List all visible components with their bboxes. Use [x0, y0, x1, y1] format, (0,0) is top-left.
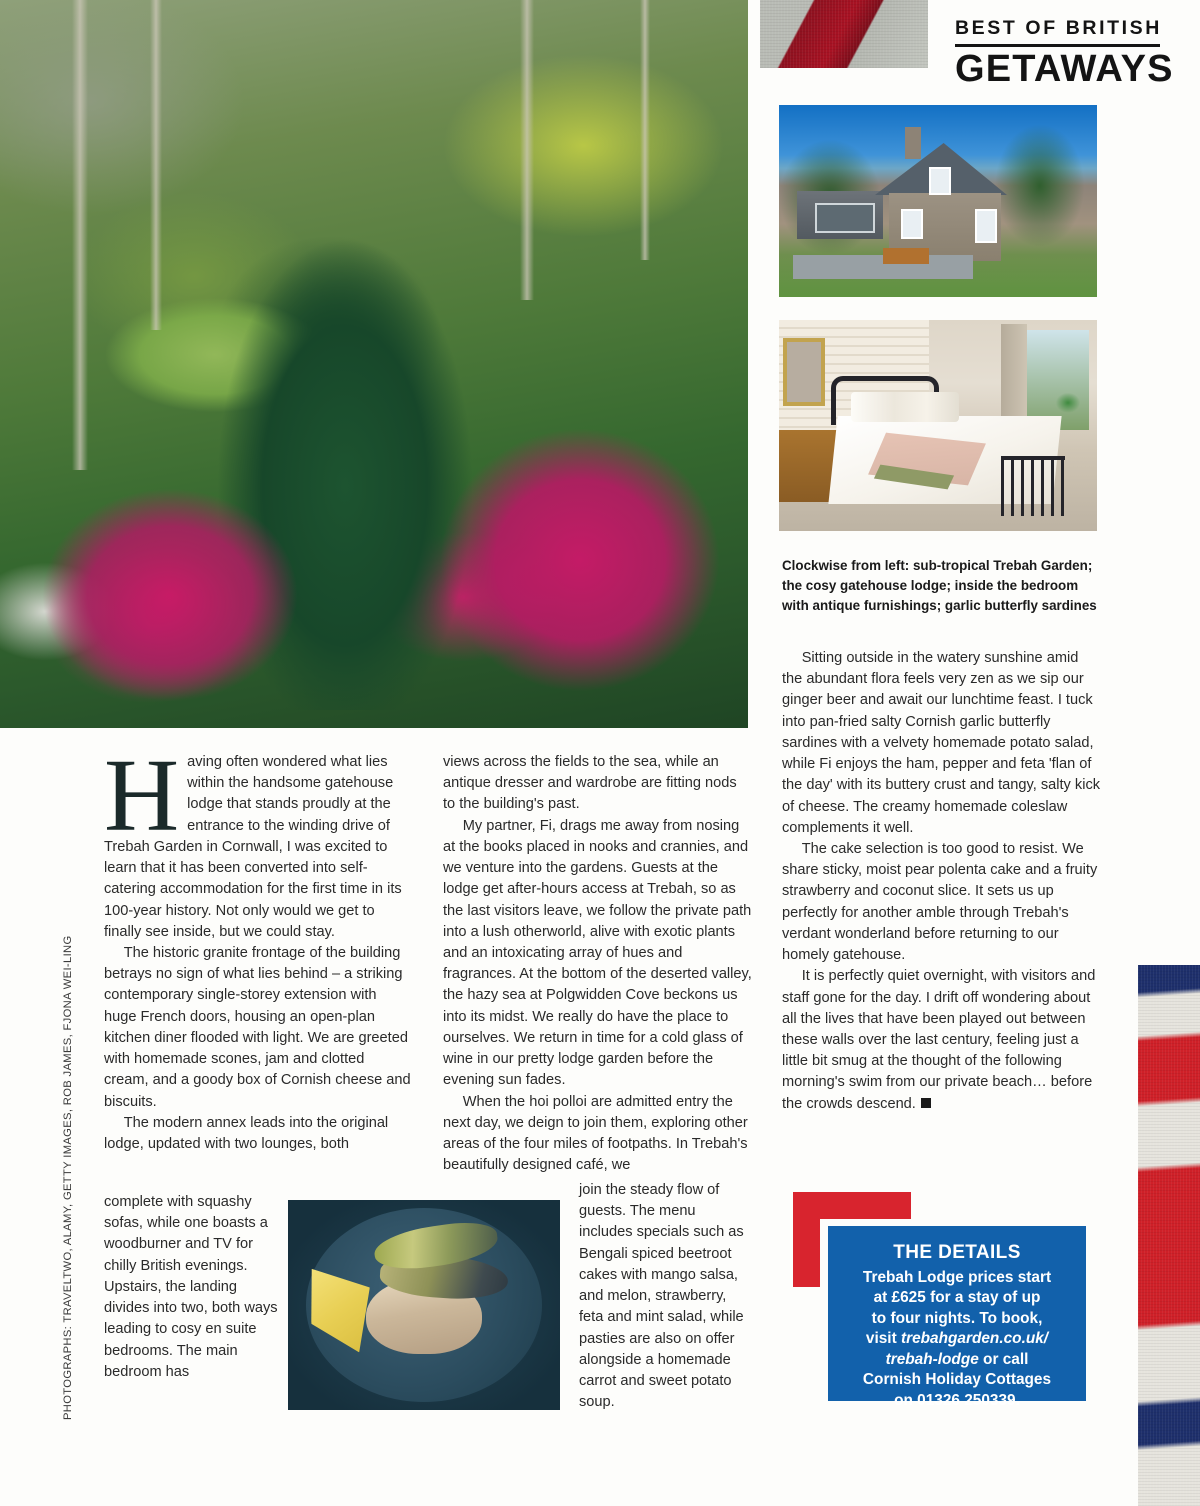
masthead-line-1: BEST OF BRITISH: [955, 17, 1162, 39]
details-line-1: Trebah Lodge prices start: [862, 1269, 1052, 1286]
bed-footboard: [1001, 456, 1065, 516]
col1-paragraph-2: The historic granite frontage of the building betrays no sign of what lies behind – a striking contemporary single-storey extension with huge French doors, housing an open-plan kitchen diner flooded with light. We are greeted with homemade scones, jam and clotted cream, and a goody box of Cornish cheese and biscuits.: [104, 944, 411, 1110]
drop-cap: H: [104, 738, 180, 853]
lodge-exterior-photo: [779, 105, 1097, 297]
tree-trunk: [72, 0, 88, 470]
garden-photo: [0, 0, 748, 728]
details-url-part-2[interactable]: trebah-lodge: [885, 1350, 979, 1368]
patio-table: [883, 248, 929, 264]
body-column-1: [104, 738, 412, 1155]
masthead: [955, 17, 1174, 91]
sardines-photo: [288, 1200, 560, 1410]
paragraph-with-dropcap: [104, 738, 412, 943]
tree-trunk: [520, 0, 534, 300]
body-column-2-narrow: [579, 1180, 753, 1413]
col1-paragraph-3-continued: complete with squashy sofas, while one boasts a woodburner and TV for chilly British evenings. Upstairs, the landing divides into two, both ways leading to cosy en suite bedrooms. The main bedroom has: [104, 1194, 278, 1380]
col3-paragraph-1: Sitting outside in the watery sunshine amid the abundant flora feels very zen as we sip our ginger beer and await our lunchtime feast. I tuck into pan-fried salty Cornish garlic butterfly sardines with a velvety homemade potato salad, while Fi enjoys the ham, pepper and feta 'flan of the day' with its buttery crust and tangy, salty kick of cheese. The creamy homemade coleslaw complements it well.: [782, 650, 1101, 836]
details-line-3: to four nights. To book,: [871, 1309, 1043, 1327]
lodge-window: [929, 167, 951, 195]
details-title: THE DETAILS: [893, 1242, 1021, 1263]
col3-paragraph-3: [782, 966, 1102, 1115]
details-line-6: Cornish Holiday Cottages: [862, 1371, 1052, 1389]
fabric-texture: [760, 0, 928, 68]
rhododendron-right: [410, 400, 748, 720]
details-line-4: [844, 1329, 1070, 1349]
lodge-window: [901, 209, 923, 239]
col1-paragraph-3: The modern annex leads into the original lodge, updated with two lounges, both: [104, 1114, 389, 1152]
photo-caption: Clockwise from left: sub-tropical Trebah Garden; the cosy gatehouse lodge; inside the bedroom with antique furnishings; garlic butterfly sardines: [782, 558, 1097, 613]
details-line-5: [844, 1350, 1070, 1370]
flag-fabric-side-photo: [1138, 965, 1200, 1506]
details-url-part-1[interactable]: trebahgarden.co.uk/: [900, 1330, 1049, 1348]
col3-paragraph-3-text: It is perfectly quiet overnight, with visitors and staff gone for the day. I drift off wondering about all the lives that have been played out between these walls over the last century, feeling just a little bit smug at the thought of the following morning's swim from our private beach… before the crowds descend.: [782, 968, 1096, 1112]
details-box: [828, 1226, 1086, 1409]
col2-paragraph-2: My partner, Fi, drags me away from nosing at the books placed in nooks and crannies, and we venture into the gardens. Guests at the lodge get after-hours access at Trebah, so as the last visitors leave, we follow the private path into a lush otherworld, alive with exotic plants and an intoxicating array of hues and fragrances. At the bottom of the deserted valley, the hazy sea at Polgwidden Cove beckons us into its midst. We really do have the place to ourselves. We return in time for a cold glass of wine in our pretty lodge garden before the evening sun fades.: [443, 817, 752, 1089]
col1-paragraph-1: aving often wondered what lies within the handsome gatehouse lodge that stands proudly at the entrance to the winding drive of Trebah Garden in Cornwall, I was excited to learn that it has been converted into self-catering accommodation for the first time in its 100-year history. Not only would we get to finally see inside, but we could stay.: [104, 754, 402, 940]
body-column-3: [782, 648, 1102, 1115]
col2-paragraph-3: When the hoi polloi are admitted entry the next day, we deign to join them, exploring other areas of the four miles of footpaths. In Trebah's beautifully designed café, we: [443, 1093, 748, 1174]
end-mark-icon: [921, 1098, 931, 1108]
photo-credit: PHOTOGRAPHS: TRAVELTWO, ALAMY, GETTY IMAGES, ROB JAMES, FJONA WEI-LING: [62, 935, 74, 1420]
bedroom-photo: [779, 320, 1097, 531]
lodge-chimney: [905, 127, 921, 159]
fabric-texture: [1138, 965, 1200, 1506]
gilt-mirror: [783, 338, 825, 406]
col2-paragraph-1: views across the fields to the sea, while an antique dresser and wardrobe are fitting nods to the building's past.: [443, 754, 737, 813]
body-column-1-narrow: [104, 1192, 279, 1383]
rhododendron-left: [20, 470, 320, 720]
details-visit-label: visit: [865, 1330, 901, 1348]
tree-trunk: [640, 0, 650, 260]
flag-fabric-top-photo: [760, 0, 928, 68]
details-body: [844, 1268, 1070, 1411]
details-orcall-label: or call: [978, 1350, 1029, 1368]
bed-pillows: [851, 392, 959, 422]
lodge-window: [975, 209, 997, 243]
body-column-2: [443, 752, 752, 1176]
masthead-line-2: GETAWAYS: [955, 48, 1174, 91]
lodge-french-doors: [815, 203, 875, 233]
col3-paragraph-2: The cake selection is too good to resist. We share sticky, moist pear polenta cake and a fruity strawberry and coconut slice. It sets us up perfectly for another amble through Trebah's verdant wonderland before returning to our homely gatehouse.: [782, 840, 1098, 964]
details-line-7: on 01326 250339.: [894, 1391, 1020, 1409]
details-line-2: at £625 for a stay of up: [873, 1289, 1041, 1307]
tree-trunk: [150, 0, 162, 330]
col2-paragraph-3-continued: join the steady flow of guests. The menu includes specials such as Bengali spiced beetroot cakes with mango salsa, and melon, strawberry, feta and mint salad, while pasties are also on offer alongside a homemade carrot and sweet potato soup.: [579, 1182, 744, 1411]
